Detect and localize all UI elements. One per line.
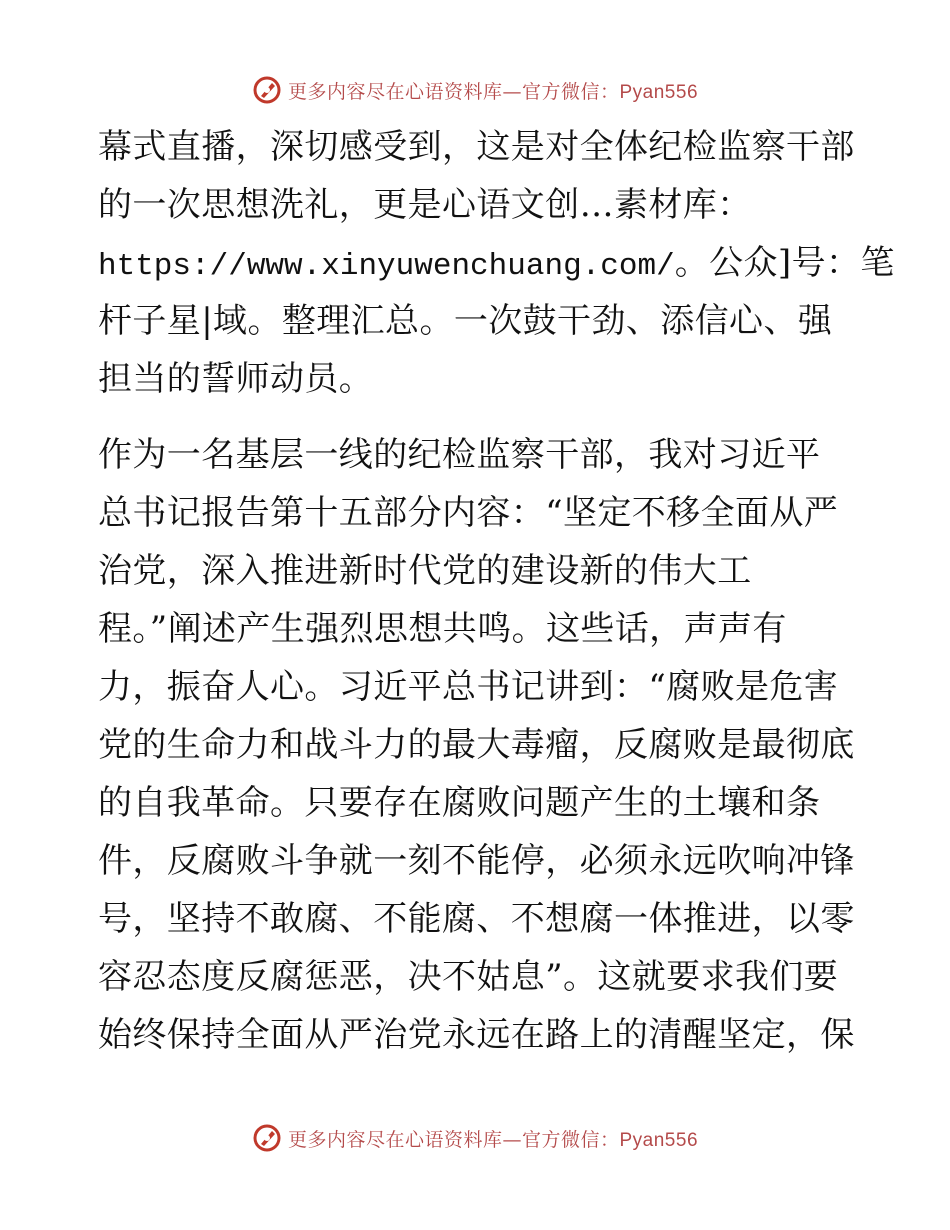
footer-separator: — [502,1128,522,1151]
document-body [98,118,895,1064]
text-line: 容忍态度反腐惩恶，决不姑息”。这就要求我们要 [98,957,839,997]
paragraph-1 [98,118,895,408]
text-fragment: 。公众]号：笔 [674,243,895,283]
footer-site-text: 更多内容尽在心语资料库 [287,1128,503,1151]
header-site-text: 更多内容尽在心语资料库 [287,80,503,103]
text-line: 的自我革命。只要存在腐败问题产生的土壤和条 [98,783,821,823]
website-url[interactable]: https://www.xinyuwenchuang.com/ [98,249,675,284]
text-line: 号，坚持不敢腐、不能腐、不想腐一体推进，以零 [98,899,855,939]
footer-text [288,1125,698,1152]
header-banner [0,70,950,110]
header-text [288,77,698,104]
text-line: 党的生命力和战斗力的最大毒瘤，反腐败是最彻底 [98,725,855,765]
red-circle-pen-logo-icon [252,75,282,105]
text-line: 的一次思想洗礼，更是心语文创…素材库： [98,185,752,225]
paragraph-2 [98,426,858,1064]
text-line: 杆子星|域。整理汇总。一次鼓干劲、添信心、强 [98,301,833,341]
text-line: 治党，深入推进新时代党的建设新的伟大工 [98,551,752,591]
text-line: 件，反腐败斗争就一刻不能停，必须永远吹响冲锋 [98,841,855,881]
footer-banner [0,1118,950,1158]
red-circle-pen-logo-icon [252,1123,282,1153]
text-line: 作为一名基层一线的纪检监察干部，我对习近平 [98,435,821,475]
header-wechat-label: 官方微信： [521,80,620,103]
footer-account: Pyan556 [619,1129,699,1151]
header-separator: — [502,80,522,103]
header-account: Pyan556 [619,81,699,103]
text-line: 总书记报告第十五部分内容：“坚定不移全面从严 [98,493,839,533]
text-line [98,234,895,292]
footer-wechat-label: 官方微信： [521,1128,620,1151]
text-line: 幕式直播，深切感受到，这是对全体纪检监察干部 [98,127,855,167]
text-line: 担当的誓师动员。 [98,359,374,399]
text-line: 始终保持全面从严治党永远在路上的清醒坚定，保 [98,1015,855,1055]
text-line: 程。”阐述产生强烈思想共鸣。这些话，声声有 [98,609,787,649]
paragraph-gap [98,408,858,426]
text-line: 力，振奋人心。习近平总书记讲到：“腐败是危害 [98,667,839,707]
